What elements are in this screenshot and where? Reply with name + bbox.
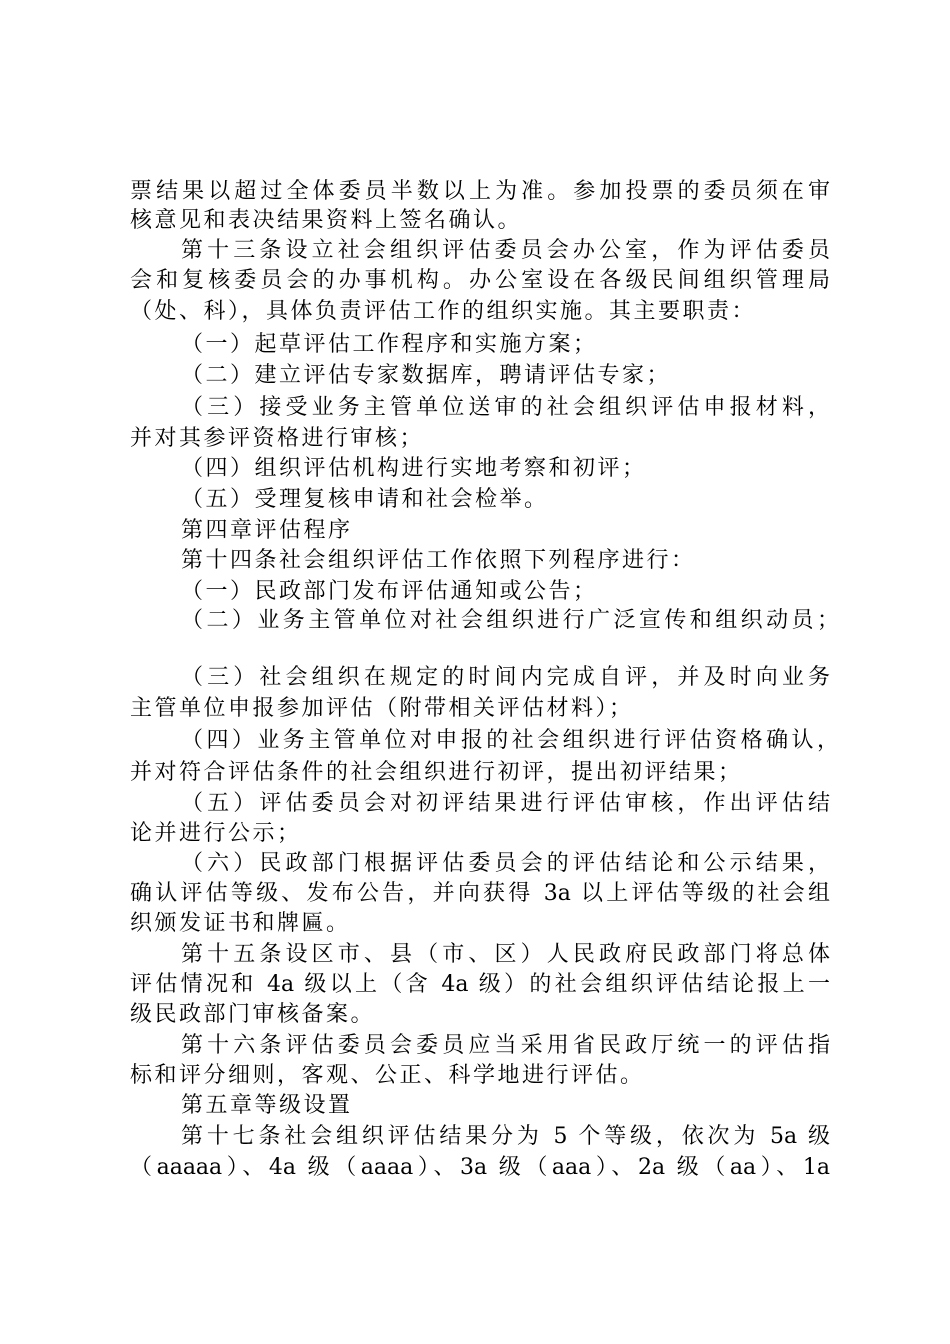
chapter-heading: 第四章评估程序: [181, 518, 353, 543]
text-line: 第十六条评估委员会委员应当采用省民政厅统一的评估指: [181, 1033, 830, 1058]
text-line: （二）业务主管单位对社会组织进行广泛宣传和组织动员；: [181, 608, 839, 633]
text-line: 级民政部门审核备案。: [130, 1002, 376, 1027]
text-line: （五）受理复核申请和社会检举。: [181, 487, 549, 512]
text-line: 主管单位申报参加评估（附带相关评估材料）；: [130, 696, 634, 721]
text-line: 第十七条社会组织评估结果分为 5 个等级，依次为 5a 级: [181, 1124, 830, 1149]
text-line: （三）社会组织在规定的时间内完成自评，并及时向业务: [181, 665, 830, 690]
text-line: （四）组织评估机构进行实地考察和初评；: [181, 456, 647, 481]
text-line: 评估情况和 4a 级以上（含 4a 级）的社会组织评估结论报上一: [130, 972, 830, 997]
text-line: （处、科），具体负责评估工作的组织实施。其主要职责：: [130, 299, 757, 324]
text-line: 论并进行公示；: [130, 821, 302, 846]
text-line: （三）接受业务主管单位送审的社会组织评估申报材料，: [181, 395, 830, 420]
text-line: 并对符合评估条件的社会组织进行初评，提出初评结果；: [130, 760, 743, 785]
text-line: （一）民政部门发布评估通知或公告；: [181, 579, 598, 604]
text-line: 第十四条社会组织评估工作依照下列程序进行：: [181, 548, 696, 573]
text-line: 票结果以超过全体委员半数以上为准。参加投票的委员须在审: [130, 179, 830, 204]
text-line: 核意见和表决结果资料上签名确认。: [130, 208, 523, 233]
text-line: 确认评估等级、发布公告，并向获得 3a 以上评估等级的社会组: [130, 881, 830, 906]
text-line: （二）建立评估专家数据库，聘请评估专家；: [181, 363, 672, 388]
text-line: （aaaaa）、4a 级（aaaa）、3a 级（aaa）、2a 级（aa）、1a: [130, 1155, 830, 1180]
text-line: 标和评分细则，客观、公正、科学地进行评估。: [130, 1063, 645, 1088]
text-line: （一）起草评估工作程序和实施方案；: [181, 332, 598, 357]
text-line: 并对其参评资格进行审核；: [130, 426, 425, 451]
text-line: 织颁发证书和牌匾。: [130, 911, 351, 936]
text-line: 第十五条设区市、县（市、区）人民政府民政部门将总体: [181, 942, 830, 967]
chapter-heading: 第五章等级设置: [181, 1093, 353, 1118]
text-line: 会和复核委员会的办事机构。办公室设在各级民间组织管理局: [130, 268, 830, 293]
text-line: （五）评估委员会对初评结果进行评估审核，作出评估结: [181, 791, 830, 816]
text-line: 第十三条设立社会组织评估委员会办公室，作为评估委员: [181, 238, 830, 263]
text-line: （六）民政部门根据评估委员会的评估结论和公示结果，: [181, 851, 830, 876]
text-line: （四）业务主管单位对申报的社会组织进行评估资格确认，: [181, 728, 839, 753]
